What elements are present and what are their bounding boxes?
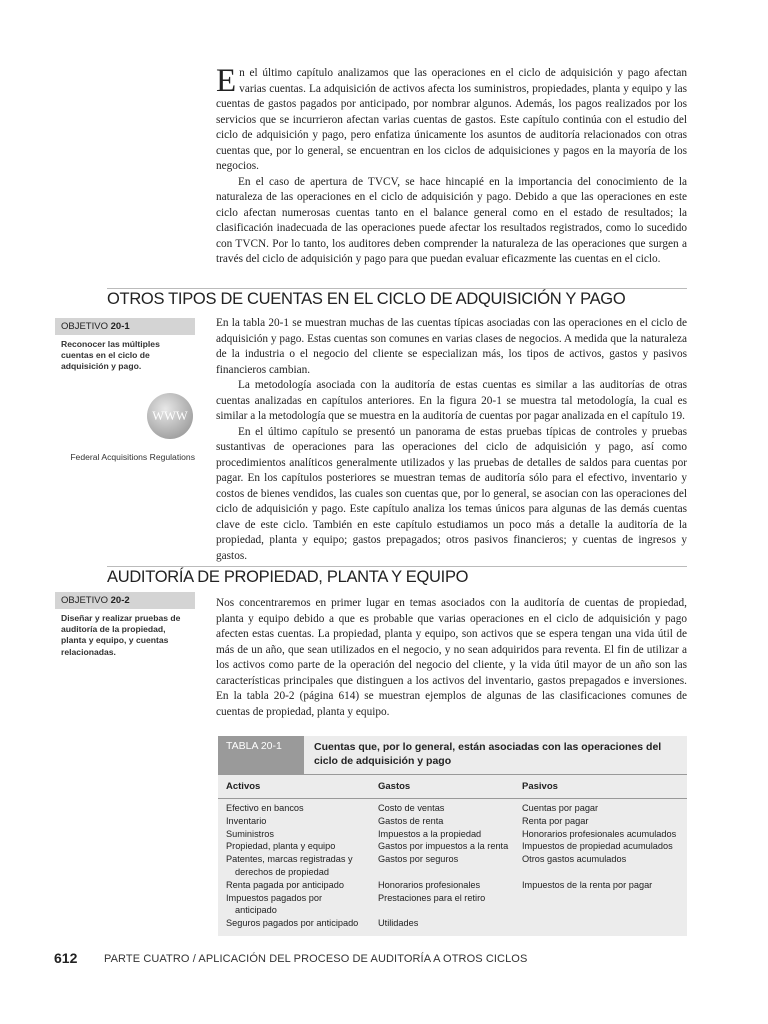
drop-cap: E bbox=[216, 63, 237, 99]
column-header-activos: Activos bbox=[226, 781, 261, 792]
running-title: PARTE CUATRO / APLICACIÓN DEL PROCESO DE AUDITORÍA A OTROS CICLOS bbox=[104, 953, 528, 965]
table-divider bbox=[218, 774, 687, 775]
table-cell: Inventario bbox=[226, 815, 267, 826]
table-cell: Gastos de renta bbox=[378, 815, 444, 826]
section-1-text bbox=[216, 316, 687, 564]
table-caption: Cuentas que, por lo general, están asociadas con las operaciones del ciclo de adquisición y pago bbox=[314, 741, 662, 767]
table-label: TABLA 20-1 bbox=[218, 736, 304, 774]
section-1-title: OTROS TIPOS DE CUENTAS EN EL CICLO DE ADQUISICIÓN Y PAGO bbox=[107, 290, 626, 308]
web-resource-label[interactable]: Federal Acquisitions Regulations bbox=[70, 452, 195, 462]
table-cell: Honorarios profesionales acumulados bbox=[522, 828, 677, 839]
table-cell: Honorarios profesionales bbox=[378, 879, 481, 890]
objective-text: Reconocer las múltiples cuentas en el ciclo de adquisición y pago. bbox=[61, 339, 160, 372]
objective-number: 20-2 bbox=[110, 595, 130, 606]
intro-paragraph-1: n el último capítulo analizamos que las operaciones en el ciclo de adquisición y pago afectan varias cuentas. La adquisición de activos afecta los suministros, propiedades, planta y equipo y las cuentas de gastos pagados por anticipado, por nombrar algunos. Además, los pagos realizados por los servicios que se incurrieron afectan varias cuentas de gastos. Este capítulo continúa con el estudio del ciclo de adquisición y pago, pero enfatiza únicamente los asuntos de auditoría relacionados con otras cuentas que, por lo general, se encuentran en los ciclos de adquisiciones y pagos en la mayoría de los negocios. bbox=[216, 67, 687, 172]
table-cell: Impuestos de propiedad acumulados bbox=[522, 841, 673, 852]
section-2-paragraph-1: Nos concentraremos en primer lugar en temas asociados con la auditoría de cuentas de propiedad, planta y equipo debido a que es probable que varias operaciones en el ciclo de adquisición y pago afecten estas cuentas. La propiedad, planta y equipo, son activos que se espera tengan una vida útil de más de un año, que sean utilizados en el negocio, y no sean adquiridos para reventa. El fin de utilizar a los activos como parte de la operación del negocio del cliente, y la vida útil mayor de un año son las características principales que distinguen a los activos del inventario, gastos prepagados e inversiones. En la tabla 20-2 (página 614) se muestran ejemplos de algunas de las clasificaciones comunes de cuentas de propiedad, planta y equipo. bbox=[216, 597, 687, 718]
table-cell: Otros gastos acumulados bbox=[522, 854, 627, 865]
section-1-rule bbox=[107, 288, 687, 289]
table-cell: Prestaciones para el retiro bbox=[378, 892, 486, 903]
section-2-title: AUDITORÍA DE PROPIEDAD, PLANTA Y EQUIPO bbox=[107, 568, 469, 586]
section-2-rule bbox=[107, 566, 687, 567]
column-gastos bbox=[378, 802, 518, 930]
table-cell: Renta por pagar bbox=[522, 815, 589, 826]
table-cell: Propiedad, planta y equipo bbox=[226, 841, 336, 852]
objective-label: OBJETIVO bbox=[61, 595, 108, 606]
table-cell: Seguros pagados por anticipado bbox=[226, 918, 359, 929]
objective-20-1 bbox=[55, 318, 195, 373]
objective-20-2 bbox=[55, 592, 195, 658]
table-cell: Efectivo en bancos bbox=[226, 803, 304, 813]
table-cell: Utilidades bbox=[378, 918, 419, 929]
table-cell: Impuestos de la renta por pagar bbox=[522, 879, 653, 890]
page-number: 612 bbox=[54, 950, 78, 966]
table-divider bbox=[218, 798, 687, 799]
column-pasivos bbox=[522, 802, 684, 892]
section-1-paragraph-1: En la tabla 20-1 se muestran muchas de las cuentas típicas asociadas con las operaciones en el ciclo de adquisición y pago. Estas cuentas son comunes en varias clases de negocios. A medida que la naturaleza de la industria o el negocio del cliente se especializan más, los tipos de activos, gastos y pasivos financieros cambian. bbox=[216, 317, 687, 376]
table-cell: Renta pagada por anticipado bbox=[226, 879, 344, 890]
table-cell: Impuestos a la propiedad bbox=[378, 828, 482, 839]
section-1-paragraph-3: En el último capítulo se presentó un panorama de estas pruebas típicas de controles y pruebas sustantivas de operaciones para las operaciones del ciclo de adquisición y pago, así como procedimientos analíticos generalmente utilizados y las pruebas de detalles de saldos para cuentas por pagar. En los capítulos posteriores se muestran temas de auditoría sólo para el efectivo, inventario y costos de bienes vendidos, las cuales son cuentas que, por lo general, se asocian con las operaciones del ciclo de adquisición y pago. Este capítulo analiza los temas únicos para algunas de las demás cuentas clave de este ciclo. También en este capítulo estudiamos un poco más a detalle la auditoría de la propiedad, planta y equipo; gastos prepagados; otros pasivos financieros; y cuentas de ingresos y gastos. bbox=[216, 425, 687, 562]
section-2-text bbox=[216, 596, 687, 720]
table-cell: Costo de ventas bbox=[378, 803, 445, 813]
column-header-pasivos: Pasivos bbox=[522, 781, 558, 792]
table-20-1 bbox=[218, 736, 687, 936]
intro-paragraph-2: En el caso de apertura de TVCV, se hace hincapié en la importancia del conocimiento de la naturaleza de las operaciones en el ciclo de adquisición y pago. Debido a que las operaciones en este ciclo afectan numerosas cuentas tanto en el balance general como en el estado de resultados; la clasificación inadecuada de las operaciones puede afectar los resultados registrados, como lo sucedido con TVCN. Por lo tanto, los auditores deben comprender la naturaleza de las operaciones que surgen a través del ciclo de adquisición y pago para que puedan evaluar eficazmente las cuentas en el ciclo. bbox=[216, 175, 687, 265]
table-cell: Patentes, marcas registradas y derechos de propiedad bbox=[226, 854, 353, 877]
objective-header bbox=[55, 592, 195, 609]
intro-text bbox=[216, 63, 687, 268]
www-globe-icon[interactable]: WWW bbox=[147, 393, 193, 439]
objective-label: OBJETIVO bbox=[61, 321, 108, 332]
column-activos bbox=[226, 802, 371, 930]
objective-number: 20-1 bbox=[110, 321, 130, 332]
table-cell: Gastos por seguros bbox=[378, 854, 459, 865]
objective-header bbox=[55, 318, 195, 335]
section-1-paragraph-2: La metodología asociada con la auditoría de estas cuentas es similar a las auditorías de otras cuentas analizadas en capítulos anteriores. En la figura 20-1 se muestra tal metodología, la cual es similar a la metodología que se muestra en la auditoría de cuentas por pagar analizada en el capítulo 19. bbox=[216, 379, 687, 422]
column-header-gastos: Gastos bbox=[378, 781, 411, 792]
table-cell: Suministros bbox=[226, 828, 274, 839]
table-cell: Impuestos pagados por anticipado bbox=[226, 892, 323, 916]
table-cell: Cuentas por pagar bbox=[522, 803, 599, 813]
table-cell: Gastos por impuestos a la renta bbox=[378, 841, 509, 852]
objective-text: Diseñar y realizar pruebas de auditoría de la propiedad, planta y equipo, y cuentas relacionadas. bbox=[61, 613, 181, 657]
